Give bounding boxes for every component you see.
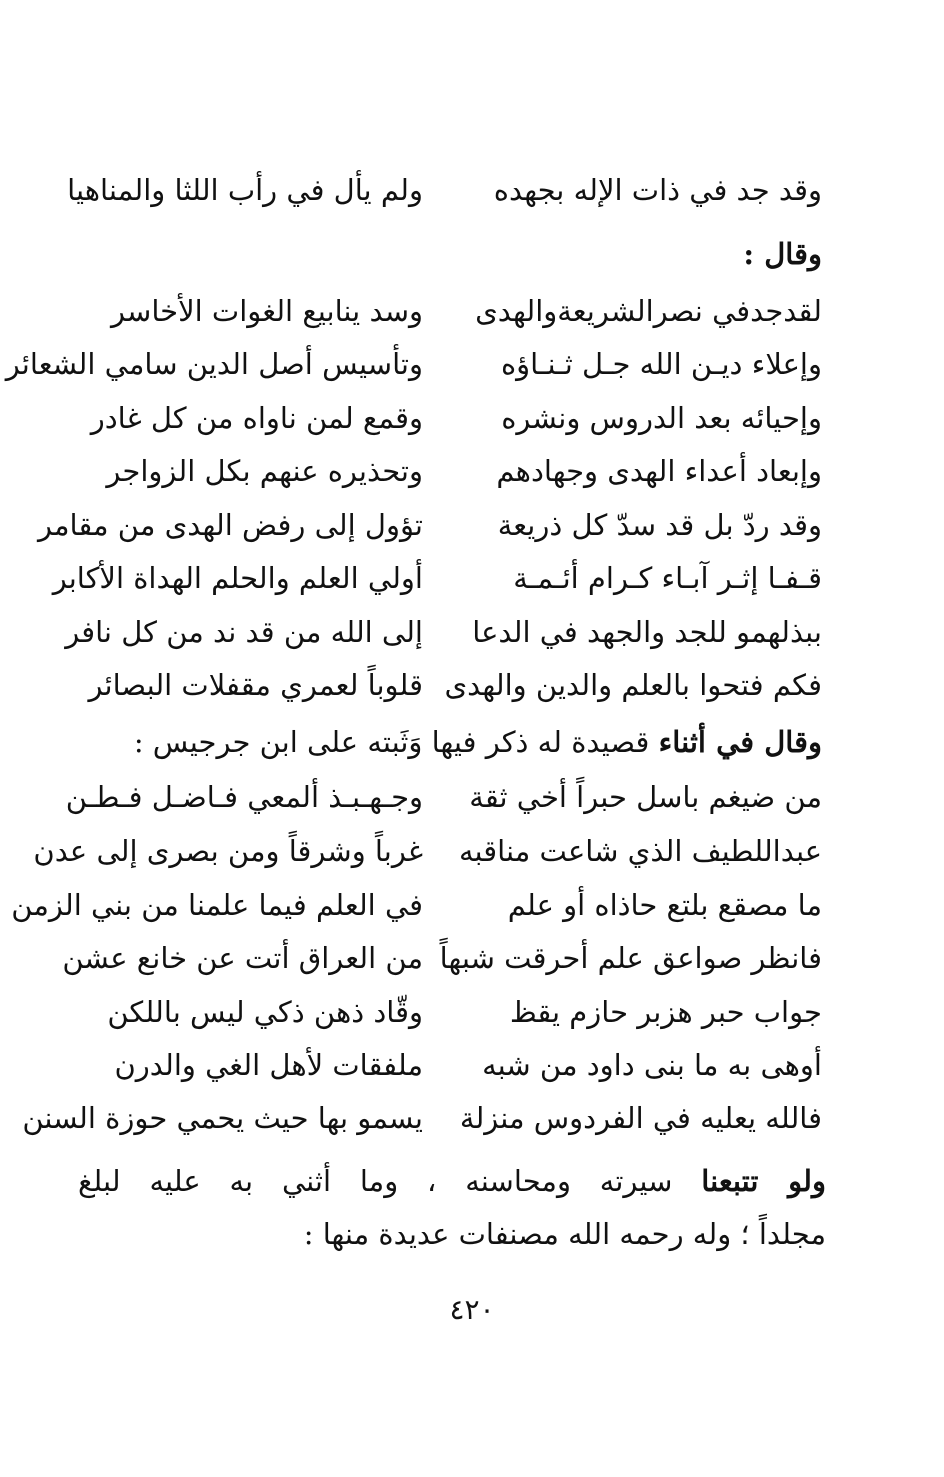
verse-2-4-left: وتحذيره عنهم بكل الزواجر: [106, 454, 423, 488]
verse-3-3-right: ما مصقع بلتع حاذاه أو علم: [507, 888, 822, 922]
verse-2-6-right: قـفـا إثـر آبـاء كـرام أئـمـة: [513, 561, 822, 595]
verse-3-3-left: في العلم فيما علمنا من بني الزمن: [11, 888, 423, 922]
verse-2-7-left: إلى الله من قد ند من كل نافر: [65, 615, 423, 649]
verse-3-6-right: أوهى به ما بنى داود من شبه: [482, 1048, 822, 1082]
verse-3-4-left: من العراق أتت عن خانع عشن: [62, 941, 423, 975]
verse-2-2-right: وإعلاء ديـن الله جـل ثـنـاؤه: [500, 347, 822, 381]
closing-paragraph-line-1: [78, 1161, 826, 1201]
verse-2-5-left: تؤول إلى رفض الهدى من مقامر: [37, 508, 423, 542]
verse-2-1-left: وسد ينابيع الغوات الأخاسر: [111, 294, 423, 328]
verse-2-4-right: وإبعاد أعداء الهدى وجهادهم: [496, 454, 822, 488]
verse-3-1-left: وجـهـبـذ ألمعي فـاضـل فـطـن: [65, 780, 423, 814]
verse-3-2-left: غرباً وشرقاً ومن بصرى إلى عدن: [33, 834, 423, 868]
verse-2-2-left: وتأسيس أصل الدين سامي الشعائر: [5, 347, 423, 381]
poem-intro: [78, 722, 822, 762]
verse-3-2-right: عبداللطيف الذي شاعت مناقبه: [459, 834, 822, 868]
closing-paragraph-line-2: مجلداً ؛ وله رحمه الله مصنفات عديدة منها :: [303, 1217, 826, 1251]
verse-2-8-left: قلوباً لعمري مقفلات البصائر: [88, 668, 423, 702]
verse-3-4-right: فانظر صواعق علم أحرقت شبهاً: [439, 941, 822, 975]
verse-2-8-right: فكم فتحوا بالعلم والدين والهدى: [444, 668, 822, 702]
verse-1-right: وقد جد في ذات الإله بجهده: [493, 173, 822, 207]
verse-3-7-left: يسمو بها حيث يحمي حوزة السنن: [22, 1101, 423, 1135]
verse-2-7-right: ببذلهمو للجد والجهد في الدعا: [472, 615, 822, 649]
verse-2-1-right: لقدجدفي نصرالشريعةوالهدى: [475, 294, 822, 328]
section-heading: وقال :: [743, 237, 822, 271]
verse-2-3-left: وقمع لمن ناواه من كل غادر: [90, 401, 423, 435]
verse-2-3-right: وإحيائه بعد الدروس ونشره: [501, 401, 822, 435]
poem-intro-text: قصيدة له ذكر فيها وَثَبته على ابن جرجيس :: [133, 725, 659, 759]
verse-2-6-left: أولي العلم والحلم الهداة الأكابر: [52, 561, 423, 595]
verse-3-5-right: جواب حبر هزبر حازم يقظ: [509, 995, 822, 1029]
page-number: ٤٢٠: [449, 1293, 495, 1326]
verse-2-5-right: وقد ردّ بل قد سدّ كل ذريعة: [497, 508, 822, 542]
verse-3-1-right: من ضيغم باسل حبراً أخي ثقة: [469, 780, 822, 814]
verse-3-6-left: ملفقات لأهل الغي والدرن: [114, 1048, 423, 1082]
verse-3-5-left: وقّاد ذهن ذكي ليس باللكن: [107, 995, 423, 1029]
closing-bold: ولو تتبعنا: [701, 1164, 826, 1198]
verse-3-7-right: فالله يعليه في الفردوس منزلة: [459, 1101, 822, 1135]
verse-1-left: ولم يأل في رأب اللثا والمناهيا: [67, 173, 423, 207]
poem-intro-bold: وقال في أثناء: [658, 725, 822, 759]
closing-text: سيرته ومحاسنه ، وما أثني به عليه لبلغ: [78, 1164, 702, 1198]
